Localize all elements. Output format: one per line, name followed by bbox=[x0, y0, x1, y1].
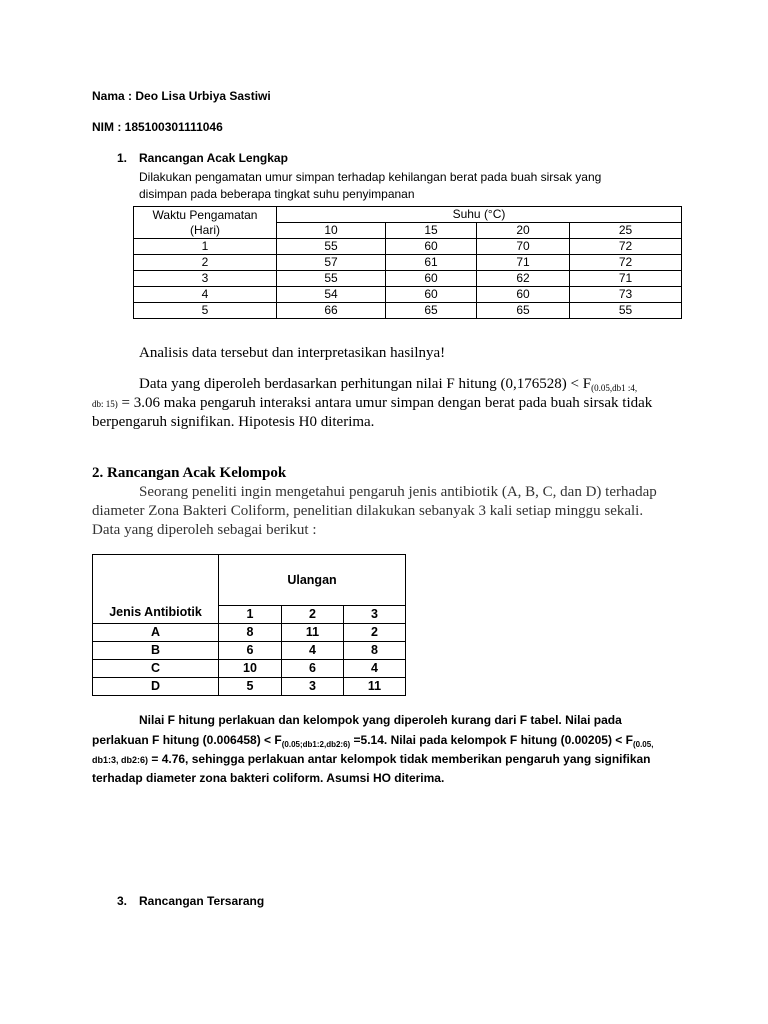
section1-desc-line2: disimpan pada beberapa tingkat suhu penyimpanan bbox=[139, 187, 415, 201]
analysis-prompt: Analisis data tersebut dan interpretasikan hasilnya! bbox=[139, 345, 446, 361]
table-cell: B bbox=[93, 642, 219, 660]
section2-desc-line1: Seorang peneliti ingin mengetahui pengaruh jenis antibiotik (A, B, C, dan D) terhadap bbox=[139, 484, 657, 500]
section3-number: 3. bbox=[117, 894, 128, 908]
table-cell: 55 bbox=[570, 303, 682, 319]
table-cell: 55 bbox=[277, 271, 386, 287]
section2-desc-line2: diameter Zona Bakteri Coliform, penelitian dilakukan sebanyak 3 kali setiap minggu sekali. bbox=[92, 503, 644, 519]
table-cell: 6 bbox=[282, 660, 344, 678]
storage-temperature-table bbox=[133, 206, 682, 319]
table-row bbox=[134, 287, 682, 303]
table-cell: 70 bbox=[477, 239, 570, 255]
section1-result-subscript: (0.05,db1 :4, bbox=[591, 383, 638, 393]
section2-result-text3: = 4.76, sehingga perlakuan antar kelompok tidak memberikan pengaruh yang signifikan bbox=[148, 752, 651, 766]
table-cell: A bbox=[93, 624, 219, 642]
table-cell: 60 bbox=[386, 239, 477, 255]
table-cell: 65 bbox=[477, 303, 570, 319]
table-cell: 2 bbox=[134, 255, 277, 271]
student-name: Nama : Deo Lisa Urbiya Sastiwi bbox=[92, 89, 271, 103]
table-cell: 55 bbox=[277, 239, 386, 255]
table-cell: 73 bbox=[570, 287, 682, 303]
table-row bbox=[134, 271, 682, 287]
table-row bbox=[93, 624, 406, 642]
temp-header: 25 bbox=[570, 223, 682, 239]
table-cell: 4 bbox=[134, 287, 277, 303]
section3-title: Rancangan Tersarang bbox=[139, 894, 265, 908]
section2-result-line1: Nilai F hitung perlakuan dan kelompok yang diperoleh kurang dari F tabel. Nilai pada bbox=[139, 713, 622, 727]
col-header-waktu bbox=[134, 207, 277, 239]
section1-result-text2: = 3.06 maka pengaruh interaksi antara umur simpan dengan berat pada buah sirsak tidak bbox=[117, 395, 653, 411]
table-cell: 57 bbox=[277, 255, 386, 271]
section1-number: 1. bbox=[117, 151, 128, 165]
temp-header: 20 bbox=[477, 223, 570, 239]
table-cell: 66 bbox=[277, 303, 386, 319]
section2-result-line2 bbox=[92, 733, 653, 749]
section2-result-line4: terhadap diameter zona bakteri coliform. Asumsi HO diterima. bbox=[92, 771, 445, 785]
table-cell: 61 bbox=[386, 255, 477, 271]
section1-result-line2 bbox=[92, 394, 652, 414]
table-row bbox=[93, 678, 406, 696]
table-cell: 8 bbox=[344, 642, 406, 660]
rep-header: 3 bbox=[344, 606, 406, 624]
section2-desc-line3: Data yang diperoleh sebagai berikut : bbox=[92, 522, 317, 538]
table-cell: C bbox=[93, 660, 219, 678]
table-row bbox=[93, 642, 406, 660]
table-cell: 60 bbox=[386, 287, 477, 303]
table-cell: 4 bbox=[282, 642, 344, 660]
section2-result-line3 bbox=[92, 752, 651, 766]
table-row bbox=[93, 660, 406, 678]
section1-result-subscript2: db: 15) bbox=[92, 399, 118, 409]
table-cell: 71 bbox=[570, 271, 682, 287]
temp-header: 10 bbox=[277, 223, 386, 239]
table-cell: 3 bbox=[282, 678, 344, 696]
table-header-row bbox=[134, 207, 682, 223]
antibiotic-table bbox=[92, 554, 406, 696]
table-cell: 5 bbox=[219, 678, 282, 696]
col-header-ulangan: Ulangan bbox=[219, 555, 406, 606]
student-nim: NIM : 185100301111046 bbox=[92, 120, 223, 134]
table-cell: 10 bbox=[219, 660, 282, 678]
rep-header: 2 bbox=[282, 606, 344, 624]
table-cell: 72 bbox=[570, 239, 682, 255]
table-header-row bbox=[93, 555, 406, 606]
table-cell: 2 bbox=[344, 624, 406, 642]
table-cell: 60 bbox=[386, 271, 477, 287]
section1-desc-line1: Dilakukan pengamatan umur simpan terhadap kehilangan berat pada buah sirsak yang bbox=[139, 170, 602, 184]
section2-result-text2: =5.14. Nilai pada kelompok F hitung (0.00205) < F bbox=[350, 733, 633, 747]
section2-heading: 2. Rancangan Acak Kelompok bbox=[92, 465, 287, 481]
table-cell: 62 bbox=[477, 271, 570, 287]
table-cell: 11 bbox=[282, 624, 344, 642]
table-cell: 8 bbox=[219, 624, 282, 642]
table-cell: 71 bbox=[477, 255, 570, 271]
section2-result-subscript3: db1:3, db2:6) bbox=[92, 755, 149, 765]
table-cell: 3 bbox=[134, 271, 277, 287]
table-cell: 1 bbox=[134, 239, 277, 255]
table-cell: D bbox=[93, 678, 219, 696]
table-cell: 5 bbox=[134, 303, 277, 319]
section2-result-subscript2: (0.05, bbox=[632, 740, 654, 749]
col-header-jenis: Jenis Antibiotik bbox=[93, 555, 219, 624]
table-cell: 65 bbox=[386, 303, 477, 319]
section2-result-subscript: (0.05;db1:2,db2:6) bbox=[281, 740, 351, 749]
table-row bbox=[134, 255, 682, 271]
section1-result-line3: berpengaruh signifikan. Hipotesis H0 diterima. bbox=[92, 414, 375, 430]
table-row bbox=[134, 303, 682, 319]
table-cell: 4 bbox=[344, 660, 406, 678]
table-cell: 11 bbox=[344, 678, 406, 696]
table-cell: 72 bbox=[570, 255, 682, 271]
col-header-waktu-line1: Waktu Pengamatan bbox=[152, 207, 258, 222]
section1-title: Rancangan Acak Lengkap bbox=[139, 151, 288, 165]
table-cell: 54 bbox=[277, 287, 386, 303]
section2-result-text: perlakuan F hitung (0.006458) < F bbox=[92, 733, 282, 747]
table-cell: 60 bbox=[477, 287, 570, 303]
section1-result-text: Data yang diperoleh berdasarkan perhitungan nilai F hitung (0,176528) < F bbox=[139, 376, 592, 392]
table-cell: 6 bbox=[219, 642, 282, 660]
col-header-waktu-line2: (Hari) bbox=[190, 222, 220, 237]
col-header-suhu: Suhu (°C) bbox=[277, 207, 682, 223]
rep-header: 1 bbox=[219, 606, 282, 624]
temp-header: 15 bbox=[386, 223, 477, 239]
table-row bbox=[134, 239, 682, 255]
